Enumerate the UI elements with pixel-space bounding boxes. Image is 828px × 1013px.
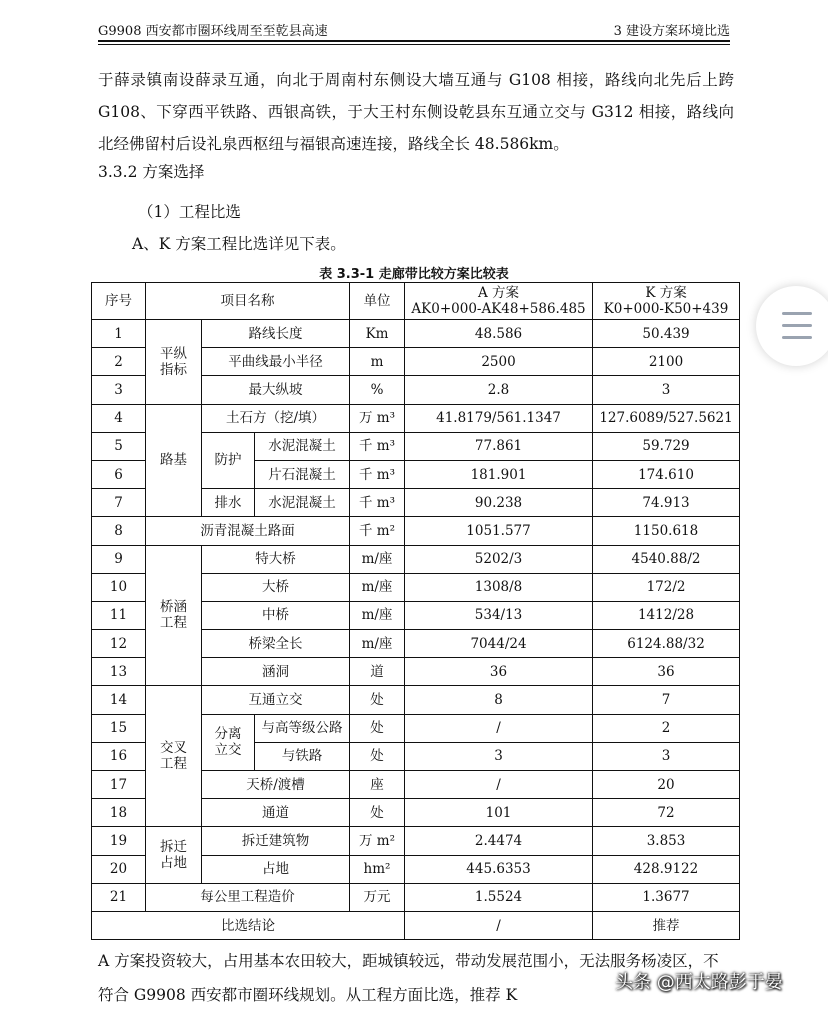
row-a: 181.901 [405,460,593,488]
row-k: 3 [593,376,740,404]
row-k: 7 [593,686,740,714]
group-pingzong: 平纵 指标 [146,320,202,405]
row-unit: 千 m³ [350,460,405,488]
conclusion-a: / [405,911,593,939]
menu-icon [782,324,812,327]
row-unit: hm² [350,855,405,883]
watermark: 头条 @西太路彭于晏 [615,972,783,993]
row-no: 19 [92,827,146,855]
table-row [92,545,740,573]
row-a: 101 [405,799,593,827]
row-k: 1412/28 [593,601,740,629]
row-item: 片石混凝土 [255,460,350,488]
row-a: 48.586 [405,320,593,348]
row-unit: 千 m² [350,517,405,545]
row-unit: 处 [350,799,405,827]
row-unit: m/座 [350,573,405,601]
header-rule [98,40,730,42]
row-item: 平曲线最小半径 [202,348,350,376]
row-unit: % [350,376,405,404]
row-item: 水泥混凝土 [255,432,350,460]
table-row [92,827,740,855]
row-unit: m/座 [350,630,405,658]
row-item: 每公里工程造价 [146,883,350,911]
row-k: 174.610 [593,460,740,488]
row-item: 沥青混凝土路面 [146,517,350,545]
row-no: 20 [92,855,146,883]
floating-menu-button[interactable] [756,286,828,366]
table-row-conclusion [92,911,740,939]
row-k: 20 [593,771,740,799]
table-row [92,320,740,348]
row-k: 1.3677 [593,883,740,911]
row-item: 天桥/渡槽 [202,771,350,799]
row-item: 通道 [202,799,350,827]
row-a: 3 [405,742,593,770]
row-no: 2 [92,348,146,376]
row-a: 1.5524 [405,883,593,911]
header-plan-a [405,283,593,320]
row-item: 中桥 [202,601,350,629]
row-unit: m/座 [350,545,405,573]
row-unit: 万 m³ [350,404,405,432]
group-chaiqian: 拆迁 占地 [146,827,202,883]
row-no: 13 [92,658,146,686]
group-jiaocha: 交叉 工程 [146,686,202,827]
header-unit: 单位 [350,283,405,320]
header-item: 项目名称 [146,283,350,320]
row-no: 9 [92,545,146,573]
row-k: 59.729 [593,432,740,460]
row-k: 50.439 [593,320,740,348]
row-unit: 万元 [350,883,405,911]
row-item: 大桥 [202,573,350,601]
row-a: 8 [405,686,593,714]
table-caption: 表 3.3-1 走廊带比较方案比较表 [319,267,509,282]
row-a: 534/13 [405,601,593,629]
row-a: 90.238 [405,489,593,517]
row-no: 1 [92,320,146,348]
header-no: 序号 [92,283,146,320]
row-no: 4 [92,404,146,432]
row-a: / [405,771,593,799]
plan-a-range: AK0+000-AK48+586.485 [411,301,586,317]
row-no: 21 [92,883,146,911]
row-unit: m [350,348,405,376]
row-a: 36 [405,658,593,686]
row-no: 15 [92,714,146,742]
row-k: 74.913 [593,489,740,517]
plan-k-title: K 方案 [645,285,687,301]
row-no: 3 [92,376,146,404]
row-a: 2500 [405,348,593,376]
row-no: 11 [92,601,146,629]
row-k: 428.9122 [593,855,740,883]
row-unit: 千 m³ [350,432,405,460]
row-a: 77.861 [405,432,593,460]
row-a: 2.8 [405,376,593,404]
row-item: 与高等级公路 [255,714,350,742]
row-no: 8 [92,517,146,545]
row-unit: 处 [350,686,405,714]
table-row [92,686,740,714]
group-qiaohan: 桥涵 工程 [146,545,202,686]
row-unit: 道 [350,658,405,686]
row-item: 水泥混凝土 [255,489,350,517]
row-k: 72 [593,799,740,827]
row-no: 5 [92,432,146,460]
header-plan-k [593,283,740,320]
row-item: 桥梁全长 [202,630,350,658]
row-item: 土石方（挖/填） [202,404,350,432]
row-unit: m/座 [350,601,405,629]
row-k: 127.6089/527.5621 [593,404,740,432]
row-item: 特大桥 [202,545,350,573]
row-k: 1150.618 [593,517,740,545]
row-unit: 座 [350,771,405,799]
row-k: 36 [593,658,740,686]
row-item: 涵洞 [202,658,350,686]
subgroup-fenli: 分离 立交 [202,714,255,770]
section-heading: 3.3.2 方案选择 [98,163,205,181]
conclusion-k: 推荐 [593,911,740,939]
row-a: / [405,714,593,742]
row-k: 2100 [593,348,740,376]
plan-a-title: A 方案 [477,285,520,301]
row-no: 14 [92,686,146,714]
group-luji: 路基 [146,404,202,517]
row-unit: 万 m² [350,827,405,855]
row-a: 2.4474 [405,827,593,855]
row-item: 拆迁建筑物 [202,827,350,855]
row-no: 6 [92,460,146,488]
body-paragraph: 于薛录镇南设薛录互通，向北于周南村东侧设大墙互通与 G108 相接，路线向北先后上跨 G108、下穿西平铁路、西银高铁，于大王村东侧设乾县东互通立交与 G312 相接，路线向北经佛留村后设礼泉西枢纽与福银高速连接，路线全长 48.586km。 [98,71,734,153]
table-row [92,404,740,432]
row-k: 6124.88/32 [593,630,740,658]
menu-icon [782,336,812,339]
row-a: 445.6353 [405,855,593,883]
row-a: 41.8179/561.1347 [405,404,593,432]
row-k: 172/2 [593,573,740,601]
row-no: 7 [92,489,146,517]
subsection-heading: （1）工程比选 [138,203,241,221]
row-unit: 处 [350,714,405,742]
row-item: 互通立交 [202,686,350,714]
row-k: 4540.88/2 [593,545,740,573]
row-k: 3.853 [593,827,740,855]
row-unit: 处 [350,742,405,770]
table-row [92,883,740,911]
row-no: 18 [92,799,146,827]
row-item: 路线长度 [202,320,350,348]
row-no: 10 [92,573,146,601]
conclusion-label: 比选结论 [92,911,405,939]
row-no: 16 [92,742,146,770]
row-unit: Km [350,320,405,348]
menu-icon [782,312,812,315]
row-a: 1308/8 [405,573,593,601]
row-unit: 千 m³ [350,489,405,517]
header-rule-thin [98,44,730,45]
comparison-table [91,282,740,940]
row-a: 5202/3 [405,545,593,573]
plan-k-range: K0+000-K50+439 [603,301,729,317]
row-k: 2 [593,714,740,742]
table-row [92,517,740,545]
row-no: 12 [92,630,146,658]
intro-line: A、K 方案工程比选详见下表。 [132,235,346,253]
row-item: 与铁路 [255,742,350,770]
row-item: 最大纵坡 [202,376,350,404]
row-a: 1051.577 [405,517,593,545]
row-k: 3 [593,742,740,770]
page-header [98,18,730,38]
subgroup-paishui: 排水 [202,489,255,517]
table-header-row [92,283,740,320]
header-left: G9908 西安都市圈环线周至至乾县高速 [98,24,328,39]
closing-paragraph: A 方案投资较大，占用基本农田较大，距城镇较远，带动发展范围小，无法服务杨凌区，不符合 G9908 西安都市圈环线规划。从工程方面比选，推荐 K [98,952,719,1004]
row-no: 17 [92,771,146,799]
row-item: 占地 [202,855,350,883]
subgroup-fanghu: 防护 [202,432,255,488]
row-a: 7044/24 [405,630,593,658]
header-right: 3 建设方案环境比选 [613,24,730,39]
